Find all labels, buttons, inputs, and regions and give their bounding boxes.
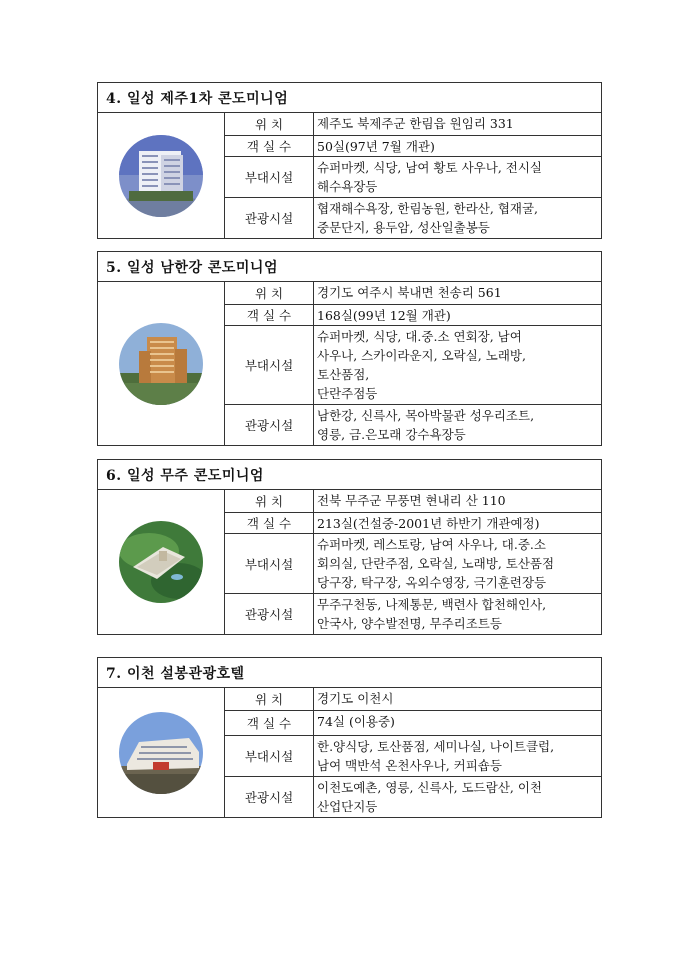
section-title: 6. 일성 무주 콘도미니엄 (98, 460, 601, 490)
attractions-label: 관광시설 (225, 594, 314, 634)
rooms-label: 객 실 수 (225, 711, 314, 735)
attractions-value: 협재해수욕장, 한림농원, 한라산, 협재굴, 중문단지, 용두암, 성산일출봉등 (317, 201, 539, 235)
attractions-label: 관광시설 (225, 198, 314, 238)
rooms-value: 168실(99년 12월 개관) (317, 308, 451, 323)
location-value: 전북 무주군 무풍면 현내리 산 110 (317, 493, 506, 508)
aerial-photo (119, 521, 203, 603)
rooms-value: 74실 (이용중) (317, 714, 395, 729)
location-label: 위 치 (225, 282, 314, 304)
rooms-value: 50실(97년 7월 개관) (317, 139, 435, 154)
attractions-label: 관광시설 (225, 405, 314, 445)
attractions-value: 무주구천동, 나제통문, 백련사 합천해인사, 안국사, 양수발전명, 무주리조트등 (317, 597, 547, 631)
section-title: 5. 일성 남한강 콘도미니엄 (98, 252, 601, 282)
facilities-value: 슈퍼마켓, 레스토랑, 남여 사우나, 대.중.소 회의실, 단란주점, 오락실, 노래방, 토산품점 당구장, 탁구장, 옥외수영장, 극기훈련장등 (317, 537, 555, 590)
building-photo (119, 135, 203, 217)
facilities-label: 부대시설 (225, 326, 314, 404)
tower-photo (119, 323, 203, 405)
attractions-value: 이천도예촌, 영릉, 신륵사, 도드람산, 이천 산업단지등 (317, 780, 542, 814)
facilities-label: 부대시설 (225, 157, 314, 197)
attractions-label: 관광시설 (225, 777, 314, 817)
facilities-value: 슈퍼마켓, 식당, 남여 황토 사우나, 전시실 해수욕장등 (317, 160, 542, 194)
location-label: 위 치 (225, 490, 314, 512)
facilities-label: 부대시설 (225, 534, 314, 593)
section-title: 7. 이천 설봉관광호텔 (98, 658, 601, 688)
facilities-value: 한.양식당, 토산품점, 세미나실, 나이트클럽, 남여 맥반석 온천사우나, 커피숍등 (317, 739, 555, 773)
section-icheon (97, 657, 602, 818)
section-muju (97, 459, 602, 635)
location-value: 경기도 여주시 북내면 천송리 561 (317, 285, 502, 300)
rooms-label: 객 실 수 (225, 513, 314, 533)
rooms-value: 213실(건설중-2001년 하반기 개관예정) (317, 516, 540, 531)
location-value: 경기도 이천시 (317, 691, 394, 706)
location-value: 제주도 북제주군 한림읍 원임리 331 (317, 116, 514, 131)
section-namhangang (97, 251, 602, 446)
location-label: 위 치 (225, 688, 314, 710)
section-title: 4. 일성 제주1차 콘도미니엄 (98, 83, 601, 113)
hotel-photo (119, 712, 203, 794)
facilities-label: 부대시설 (225, 736, 314, 776)
facilities-value: 슈퍼마켓, 식당, 대.중.소 연회장, 남여 사우나, 스카이라운지, 오락실, 노래방, 토산품점, 단란주점등 (317, 329, 526, 401)
rooms-label: 객 실 수 (225, 136, 314, 156)
location-label: 위 치 (225, 113, 314, 135)
rooms-label: 객 실 수 (225, 305, 314, 325)
attractions-value: 남한강, 신륵사, 목아박물관 성우리조트, 영릉, 금.은모래 강수욕장등 (317, 408, 535, 442)
section-jeju (97, 82, 602, 239)
